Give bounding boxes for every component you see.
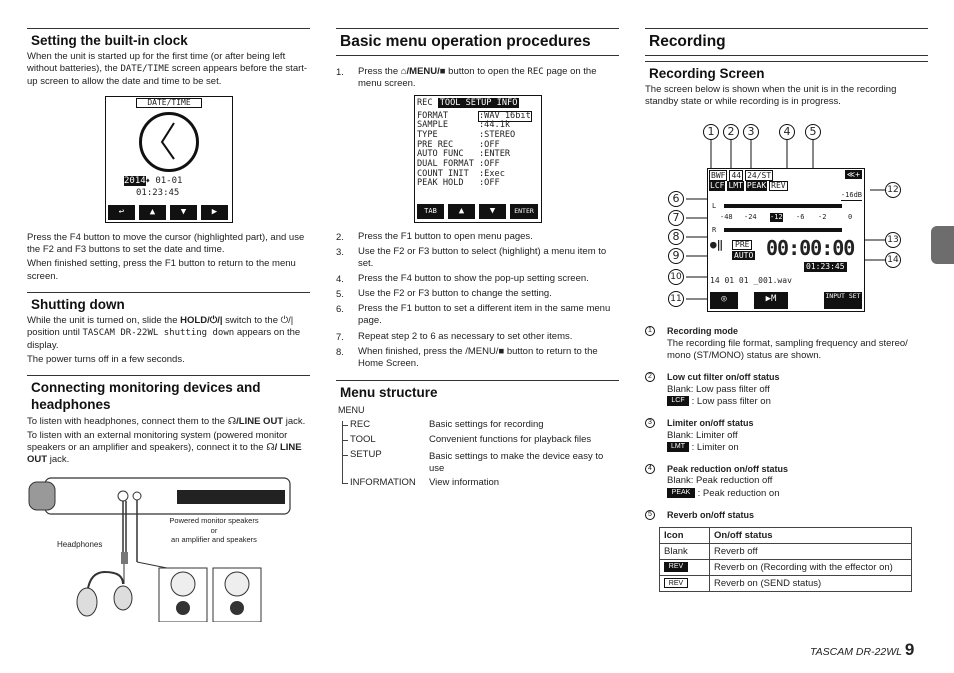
menu-item-information: INFORMATION [350, 476, 416, 488]
date-monthday: 01-01 [155, 176, 183, 187]
step-number: 2. [336, 231, 344, 243]
auto-rec-indicator: AUTO [734, 251, 754, 261]
item-title: Recording mode [667, 326, 739, 337]
menu-row-value: :Exec [479, 168, 505, 179]
shutdown-message: TASCAM DR-22WL shutting down [82, 328, 235, 339]
meter-scale-label: -12 [770, 213, 783, 222]
callout-5: 5 [805, 124, 821, 140]
item-number: 2 [645, 372, 655, 382]
menu-item-setup: SETUP [350, 448, 382, 460]
datetime-screen-title: DATE/TIME [136, 98, 202, 108]
channel-l-label: L [712, 202, 717, 211]
peak-icon: PEAK [667, 488, 695, 498]
connection-illustration [27, 472, 310, 622]
item-line: Blank: Limiter off [667, 429, 738, 441]
step-list-bottom [336, 231, 619, 371]
step-number: 6. [336, 304, 344, 316]
item-line: Blank: Peak reduction off [667, 475, 773, 487]
menu-item-rec: REC [350, 418, 371, 430]
column-right [645, 28, 928, 592]
section-heading-shutdown: Shutting down [27, 292, 310, 313]
menu-item-information-desc: View information [429, 476, 500, 488]
menu-row-value: :44.1k [479, 120, 511, 131]
item-title: Limiter on/off status [667, 418, 754, 429]
callout-10: 10 [668, 269, 684, 285]
menu-tab-bar [417, 98, 519, 109]
item-peak-reduction [645, 464, 928, 500]
monitoring-para-1 [27, 416, 310, 428]
tree-line [342, 421, 343, 483]
tab-tool[interactable]: TOOL [439, 97, 461, 108]
item-title: Reverb on/off status [667, 509, 755, 520]
menu-row-label: FORMAT [417, 110, 449, 121]
status-flags-row [709, 181, 788, 191]
rev-flag: REV [771, 181, 786, 191]
table-cell: Reverb on (Recording with the effector on) [710, 560, 912, 576]
step-1-text-a: Press the [358, 65, 399, 77]
menu-item-tool-desc: Convenient functions for playback files [429, 433, 592, 445]
menu-item-tool: TOOL [350, 433, 376, 445]
headphone-icon: ☊ [227, 415, 237, 427]
item-line-icon [667, 488, 928, 500]
meter-r [724, 228, 842, 232]
item-recording-mode [645, 326, 928, 362]
callout-1: 1 [703, 124, 719, 140]
menu-row-label: DUAL FORMAT [417, 159, 474, 170]
callout-9: 9 [668, 248, 684, 264]
subheading-recording-screen: Recording Screen [645, 61, 928, 82]
step-number: 5. [336, 289, 344, 301]
section-heading-menu-structure: Menu structure [336, 380, 619, 401]
page-number: 9 [904, 640, 915, 659]
item-line: : Limiter on [691, 441, 739, 453]
tree-branch [342, 425, 348, 426]
pre-rec-indicator: PRE [732, 240, 752, 250]
lcf-icon: LCF [667, 396, 689, 406]
elapsed-time-counter: 00:00:00 [766, 236, 855, 261]
f2-up-key-menu[interactable]: ▲ [448, 204, 475, 219]
section-heading-recording: Recording [645, 28, 928, 56]
f3-down-key-menu[interactable]: ▼ [479, 204, 506, 219]
table-cell: Reverb off [710, 544, 912, 560]
clock-intro-text: When the unit is started up for the first time (or after being left without batteries), the [27, 51, 286, 75]
table-cell [660, 576, 710, 592]
tab-setup[interactable]: SETUP [465, 97, 492, 108]
rev-on-icon: REV [664, 562, 688, 572]
file-name: 14 01 01 _001.wav [710, 276, 792, 286]
callout-2: 2 [723, 124, 739, 140]
step-1-text-d: page on the menu screen. [358, 65, 597, 90]
menu-row-value: :ENTER [479, 149, 511, 160]
format-indicator: BWF [711, 171, 726, 181]
tab-rec[interactable]: REC [417, 97, 433, 108]
date-year: 2014 [124, 176, 146, 187]
hold-switch-label: HOLD/⏻/| [180, 314, 223, 326]
monitoring-text-2c: jack. [49, 453, 70, 465]
menu-row-value: :OFF [479, 159, 500, 170]
step-8 [336, 346, 619, 370]
menu-row-label: SAMPLE [417, 120, 449, 131]
step-4 [336, 273, 619, 285]
menu-row-value: :STEREO [479, 129, 516, 140]
peak-flag: PEAK [746, 181, 767, 191]
tree-branch [342, 440, 348, 441]
callout-3: 3 [743, 124, 759, 140]
callout-12: 12 [885, 182, 901, 198]
step-text: Repeat step 2 to 6 as necessary to set other items. [358, 330, 573, 342]
item-low-cut [645, 372, 928, 408]
rev-send-icon: REV [664, 578, 688, 588]
section-heading-menu-ops: Basic menu operation procedures [336, 28, 619, 56]
footer-brand: TASCAM DR-22WL [810, 646, 902, 658]
table-row [660, 560, 912, 576]
table-header: On/off status [710, 528, 912, 544]
f1-settings-key[interactable]: ◎ [710, 292, 738, 309]
recording-intro: The screen below is shown when the unit is in the recording standby state or while recording is in progress. [645, 84, 897, 108]
tree-branch [342, 483, 348, 484]
item-line: The recording file format, sampling frequency and stereo/ mono (ST/MONO) status are shown. [667, 337, 908, 362]
item-line: Blank: Low pass filter off [667, 383, 770, 395]
shutdown-para-1 [27, 315, 310, 352]
menu-row-label: PEAK HOLD [417, 178, 464, 189]
datetime-screen [105, 96, 233, 223]
step-number: 8. [336, 346, 344, 358]
record-pause-icon: ●‖ [710, 238, 724, 252]
callout-11: 11 [668, 291, 684, 307]
section-heading-clock: Setting the built-in clock [27, 28, 310, 49]
f2-up-key[interactable]: ▲ [139, 205, 166, 220]
reverb-status-table [659, 527, 912, 592]
tab-info[interactable]: INFO [496, 97, 518, 108]
wifi-battery-icon: ≪+ [846, 170, 860, 180]
chapter-thumb-tab [931, 226, 954, 264]
table-header-row [660, 528, 912, 544]
step-1 [336, 66, 619, 91]
f1-return-key[interactable]: ↩ [108, 205, 135, 220]
callout-7: 7 [668, 210, 684, 226]
menu-row-label: TYPE [417, 129, 438, 140]
meter-l [724, 204, 842, 208]
table-cell [660, 560, 710, 576]
meter-scale-label: -48 [720, 213, 733, 222]
table-header: Icon [660, 528, 710, 544]
time-readout: 01:23:45 [136, 188, 180, 199]
speakers-label: Powered monitor speakers or an amplifier and speakers [159, 516, 269, 544]
headphone-icon-2: ☊ [266, 441, 275, 453]
step-text: When finished, press the /MENU/■ button to return to the Home Screen. [358, 345, 598, 369]
step-5 [336, 288, 619, 300]
shutdown-text-d: appears on the display. [27, 327, 301, 351]
item-line: : Low pass filter on [691, 395, 771, 407]
callout-6: 6 [668, 191, 684, 207]
shutdown-para-2: The power turns off in a few seconds. [27, 353, 185, 365]
recording-diagram [645, 112, 928, 312]
menu-item-setup-desc: Basic settings to make the device easy to use [429, 450, 604, 474]
menu-screen-row[interactable] [417, 179, 539, 189]
item-line: : Peak reduction on [697, 487, 780, 499]
f1-tab-key[interactable]: TAB [417, 204, 444, 219]
f4-right-key[interactable]: ▶ [201, 205, 228, 220]
menu-button-label: /MENU/■ [406, 65, 446, 77]
meter-scale [720, 213, 860, 222]
menu-screen [414, 95, 542, 223]
bit-channel-indicator: 24/ST [747, 171, 772, 181]
shutdown-text-a: While the unit is turned on, slide the [27, 314, 178, 326]
item-number: 4 [645, 464, 655, 474]
meter-scale-label: -24 [744, 213, 757, 222]
step-text: Use the F2 or F3 button to change the setting. [358, 288, 552, 300]
table-cell: Reverb on (SEND status) [710, 576, 912, 592]
section-heading-monitoring: Connecting monitoring devices and headphones [27, 375, 310, 414]
recording-item-list [645, 326, 928, 521]
step-text: Press the F1 button to set a different item in the same menu page. [358, 303, 611, 327]
step-text: Use the F2 or F3 button to select (highlight) a menu item to set. [358, 245, 607, 269]
table-row [660, 576, 912, 592]
menu-rows [417, 112, 539, 190]
item-number: 5 [645, 510, 655, 520]
item-title: Low cut filter on/off status [667, 372, 780, 383]
item-number: 1 [645, 326, 655, 336]
menu-row-label: PRE REC [417, 139, 454, 150]
line-out-label-2: / LINE OUT [27, 441, 302, 465]
f2-mark-key[interactable]: ▶M [754, 292, 788, 309]
clock-intro-text-2: screen appears before the start-up screen to allow the date and time to be set. [27, 63, 308, 87]
date-readout: 2014♦ 01-01 [124, 176, 183, 187]
menu-tree [342, 417, 619, 499]
lcf-flag: LCF [710, 181, 725, 191]
channel-r-label: R [712, 226, 717, 235]
menu-row-value: :WAV 16bit [479, 110, 531, 121]
clock-hands-icon [142, 115, 196, 169]
f3-down-key[interactable]: ▼ [170, 205, 197, 220]
callout-14: 14 [885, 252, 901, 268]
table-row [660, 544, 912, 560]
step-3 [336, 246, 619, 270]
meter-scale-label: -6 [796, 213, 805, 222]
monitoring-text-2a: To listen with an external monitoring system (powered monitor speakers or an amplifier and speakers), connect it to the [27, 429, 288, 453]
step-text: Press the F4 button to show the pop-up setting screen. [358, 272, 589, 284]
menu-root: MENU [338, 405, 365, 416]
meter-scale-label: -2 [818, 213, 827, 222]
clock-intro [27, 51, 310, 88]
step-1-text-c: button to open the [448, 65, 525, 77]
menu-item-rec-desc: Basic settings for recording [429, 418, 544, 430]
item-title: Peak reduction on/off status [667, 463, 789, 474]
column-middle [336, 28, 619, 499]
menu-row-label: AUTO FUNC [417, 149, 464, 160]
item-reverb [645, 510, 928, 522]
line-out-label: /LINE OUT [236, 415, 284, 427]
home-icon: ⌂ [400, 65, 407, 77]
clock-para-1: Press the F4 button to move the cursor (highlighted part), and use the F2 and F3 buttons to set the date and time. [27, 232, 305, 256]
callout-8: 8 [668, 229, 684, 245]
step-7 [336, 331, 619, 343]
menu-row-value: :OFF [479, 178, 500, 189]
lmt-icon: LMT [667, 442, 689, 452]
step-number: 4. [336, 273, 344, 285]
samplerate-indicator: 44 [731, 171, 742, 181]
f4-input-set-key[interactable]: INPUT SET [824, 292, 862, 309]
peak-level-readout: -16dB [840, 191, 862, 200]
item-limiter [645, 418, 928, 454]
step-6 [336, 303, 619, 327]
monitoring-text-c: jack. [285, 415, 306, 427]
menu-row-label: COUNT INIT [417, 168, 469, 179]
clock-para-2: When finished setting, press the F1 button to return to the menu screen. [27, 258, 296, 282]
lmt-flag: LMT [728, 181, 743, 191]
clock-screen-name: DATE/TIME [120, 64, 170, 75]
tab-bar-inactive [438, 98, 520, 108]
recording-screen [707, 168, 865, 312]
meter-scale-label: 0 [848, 213, 853, 222]
step-number: 1. [336, 66, 344, 78]
step-number: 7. [336, 331, 344, 343]
callout-13: 13 [885, 232, 901, 248]
step-list-top [336, 66, 619, 91]
item-line-icon [667, 396, 928, 408]
headphones-label: Headphones [57, 540, 103, 550]
step-number: 3. [336, 246, 344, 258]
clock-face-icon [139, 112, 199, 172]
callout-4: 4 [779, 124, 795, 140]
monitoring-para-2 [27, 430, 310, 466]
page-footer [810, 639, 914, 661]
rec-page-name: REC [527, 66, 544, 77]
item-number: 3 [645, 418, 655, 428]
step-2 [336, 231, 619, 243]
shutdown-text-c: switch to the ⏻/| position until [27, 314, 294, 339]
remaining-time: 01:23:45 [806, 262, 845, 272]
rec-mode-row [709, 170, 773, 181]
column-left [27, 28, 310, 622]
f4-enter-key[interactable]: ENTER [510, 204, 538, 219]
item-line-icon [667, 442, 928, 454]
table-cell: Blank [660, 544, 710, 560]
step-text: Press the F1 button to open menu pages. [358, 230, 533, 242]
monitoring-text-a: To listen with headphones, connect them to the [27, 415, 226, 427]
menu-row-value: :OFF [479, 139, 500, 150]
tree-branch [342, 455, 348, 456]
